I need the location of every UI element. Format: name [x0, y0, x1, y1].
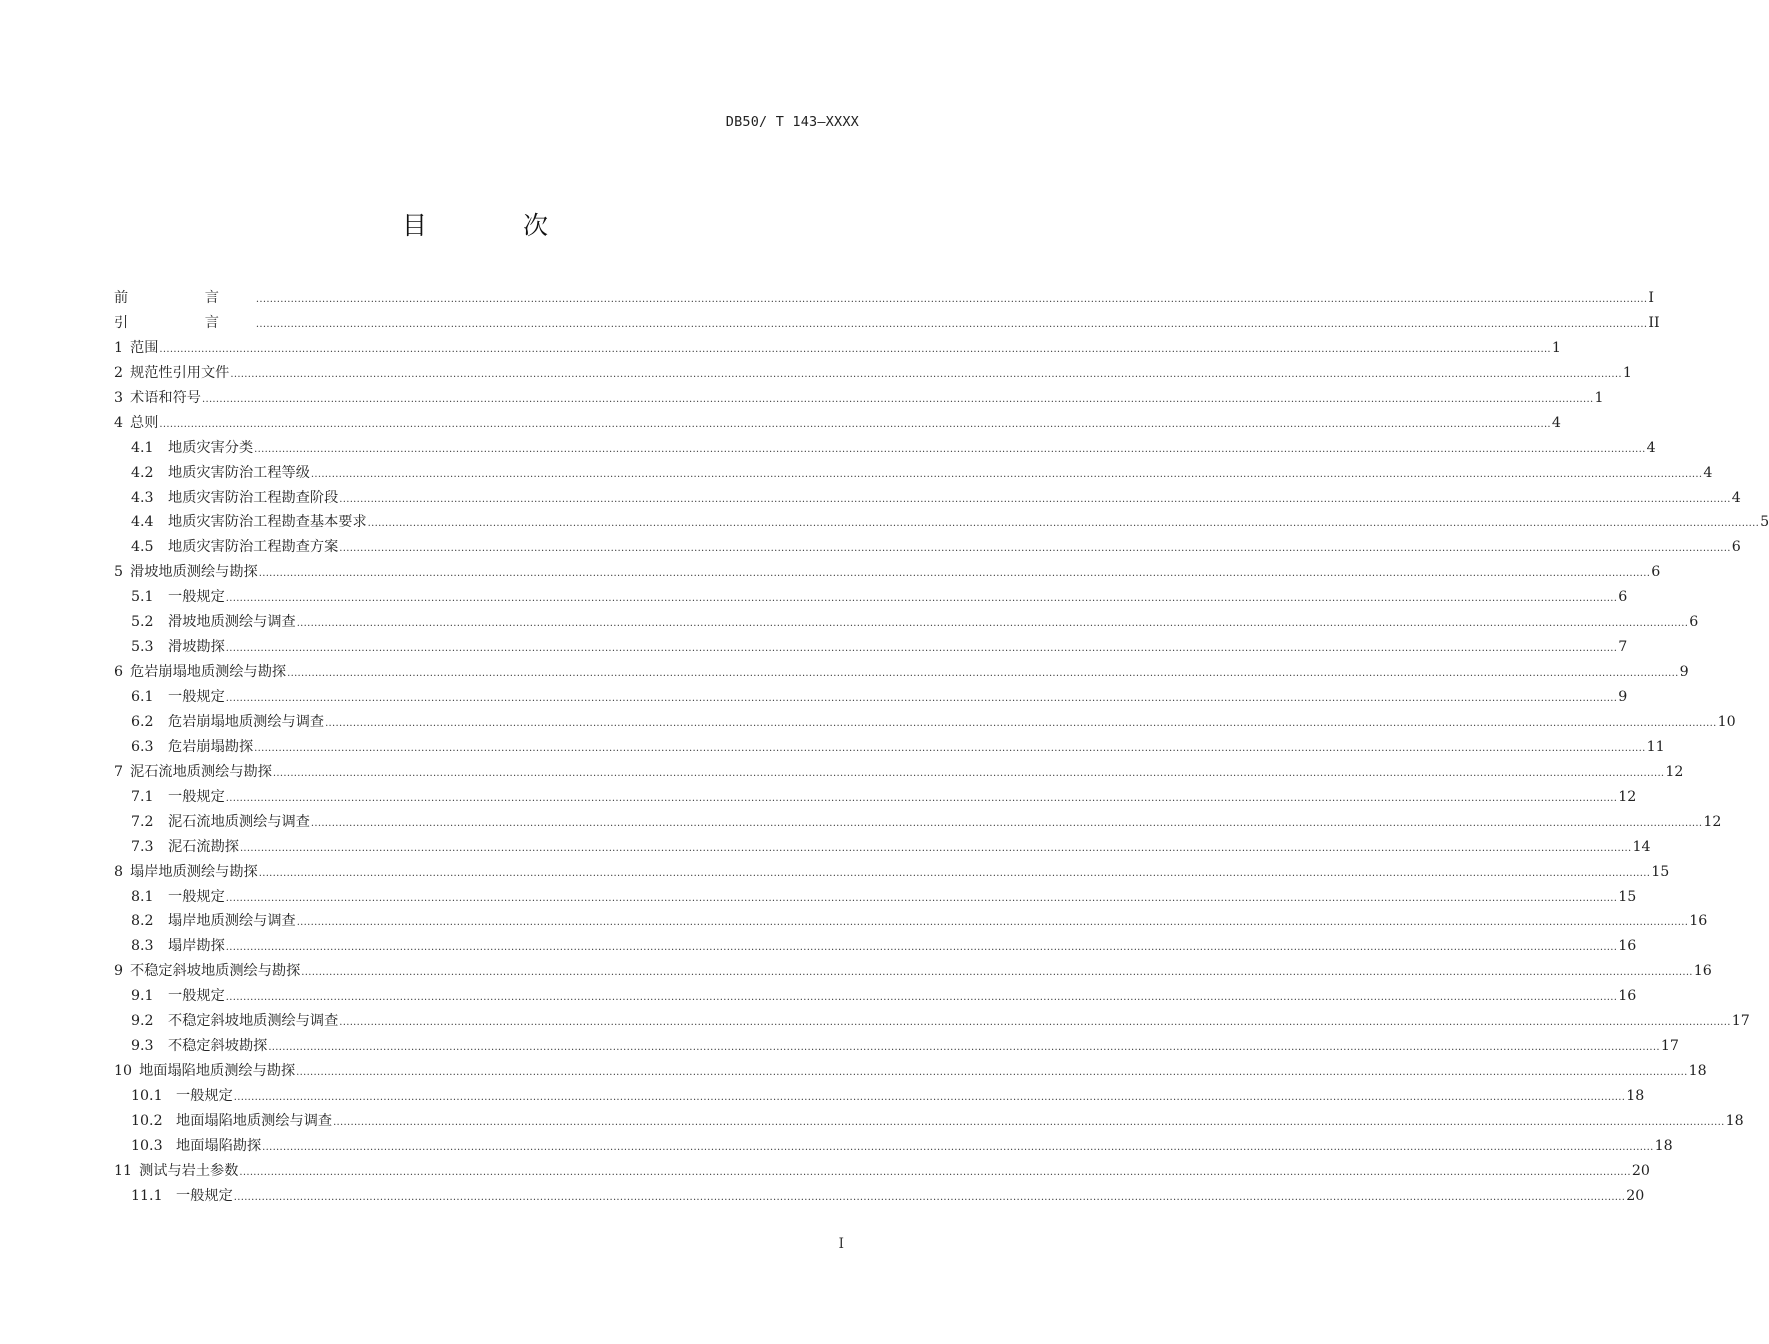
- toc-leader-dots: ................................................................................................................................................................................................................................................................................................................................................................................................................: [287, 668, 1679, 680]
- toc-leader-dots: ................................................................................................................................................................................................................................................................................................................................................................................................................: [159, 343, 1551, 355]
- toc-entry-title: 塌岸勘探: [168, 938, 225, 955]
- toc-entry-number: 8: [114, 863, 124, 880]
- toc-entry[interactable]: [114, 885, 1637, 910]
- toc-entry-page: 12: [1703, 813, 1722, 830]
- toc-entry[interactable]: [114, 984, 1637, 1009]
- toc-entry-title: 一般规定: [168, 589, 225, 606]
- toc-leader-dots: ................................................................................................................................................................................................................................................................................................................................................................................................................: [272, 767, 1665, 779]
- toc-entry[interactable]: [114, 336, 1561, 361]
- toc-entry-number: 4.2: [131, 464, 154, 481]
- toc-leader-dots: ................................................................................................................................................................................................................................................................................................................................................................................................................: [325, 717, 1717, 729]
- toc-entry-title: 前 言: [114, 290, 255, 306]
- toc-entry-page: 12: [1618, 788, 1637, 805]
- toc-entry-title: 危岩崩塌地质测绘与勘探: [130, 664, 287, 681]
- toc-leader-dots: ................................................................................................................................................................................................................................................................................................................................................................................................................: [339, 1017, 1731, 1029]
- toc-leader-dots: ................................................................................................................................................................................................................................................................................................................................................................................................................: [339, 493, 1731, 505]
- toc-entry-title: 滑坡勘探: [168, 639, 225, 656]
- toc-entry-page: 14: [1632, 838, 1651, 855]
- toc-leader-dots: ................................................................................................................................................................................................................................................................................................................................................................................................................: [301, 967, 1693, 979]
- toc-leader-dots: ................................................................................................................................................................................................................................................................................................................................................................................................................: [233, 1092, 1626, 1103]
- toc-entry-number: 7: [114, 763, 124, 780]
- toc-entry-title: 塌岸地质测绘与勘探: [130, 863, 258, 880]
- toc-entry-number: 10: [114, 1063, 133, 1080]
- toc-entry-page: 16: [1618, 938, 1637, 955]
- toc-entry-page: 17: [1731, 1013, 1750, 1030]
- toc-leader-dots: ................................................................................................................................................................................................................................................................................................................................................................................................................: [255, 318, 1648, 330]
- toc-entry-title: 滑坡地质测绘与勘探: [130, 564, 258, 581]
- toc-entry-page: 15: [1651, 863, 1670, 880]
- toc-entry-title: 不稳定斜坡勘探: [168, 1038, 268, 1055]
- toc-entry[interactable]: [114, 785, 1637, 810]
- toc-entry-number: 9.2: [131, 1013, 154, 1030]
- toc-entry-number: 7.1: [131, 788, 154, 805]
- toc-entry-page: 16: [1689, 913, 1708, 930]
- toc-leader-dots: ................................................................................................................................................................................................................................................................................................................................................................................................................: [333, 1116, 1725, 1128]
- toc-entry-title: 一般规定: [176, 1088, 233, 1104]
- toc-entry-page: 7: [1618, 639, 1628, 656]
- toc-leader-dots: ................................................................................................................................................................................................................................................................................................................................................................................................................: [254, 443, 1646, 455]
- toc-entry[interactable]: [114, 909, 1708, 934]
- toc-leader-dots: ................................................................................................................................................................................................................................................................................................................................................................................................................: [225, 892, 1618, 904]
- document-code: DB50/ T 143—XXXX: [725, 114, 859, 130]
- toc-entry-title: 不稳定斜坡地质测绘与调查: [168, 1013, 339, 1030]
- toc-entry-title: 危岩崩塌地质测绘与调查: [168, 713, 325, 730]
- toc-entry[interactable]: [114, 585, 1628, 610]
- toc-entry[interactable]: [114, 461, 1713, 486]
- toc-entry-number: 8.2: [131, 913, 154, 930]
- toc-entry-title: 地质灾害防治工程勘查阶段: [168, 489, 339, 506]
- toc-leader-dots: ................................................................................................................................................................................................................................................................................................................................................................................................................: [254, 742, 1646, 754]
- table-of-contents: [114, 286, 1769, 1209]
- toc-entry-number: 7.3: [131, 838, 154, 855]
- toc-entry[interactable]: [114, 510, 1769, 535]
- toc-entry-title: 规范性引用文件: [130, 364, 230, 381]
- toc-entry-number: 4.5: [131, 539, 154, 556]
- toc-entry-title: 一般规定: [168, 888, 225, 905]
- toc-entry-page: 6: [1651, 564, 1661, 581]
- toc-entry-title: 泥石流地质测绘与勘探: [130, 763, 272, 780]
- toc-leader-dots: ................................................................................................................................................................................................................................................................................................................................................................................................................: [239, 1166, 1631, 1178]
- toc-entry-title: 滑坡地质测绘与调查: [168, 614, 296, 631]
- toc-leader-dots: ................................................................................................................................................................................................................................................................................................................................................................................................................: [262, 1141, 1654, 1153]
- toc-leader-dots: ................................................................................................................................................................................................................................................................................................................................................................................................................: [225, 693, 1618, 704]
- toc-entry-number: 1: [114, 339, 124, 356]
- toc-entry[interactable]: [114, 411, 1561, 436]
- toc-entry-title: 泥石流勘探: [168, 838, 239, 855]
- toc-entry-number: 9.1: [131, 988, 154, 1005]
- toc-entry-number: 7.2: [131, 813, 154, 830]
- toc-entry-number: 11: [114, 1162, 133, 1179]
- toc-leader-dots: ................................................................................................................................................................................................................................................................................................................................................................................................................: [367, 518, 1760, 530]
- toc-leader-dots: ................................................................................................................................................................................................................................................................................................................................................................................................................: [310, 817, 1703, 829]
- toc-entry-page: 1: [1551, 339, 1561, 356]
- toc-leader-dots: ................................................................................................................................................................................................................................................................................................................................................................................................................: [255, 294, 1648, 305]
- toc-entry[interactable]: [114, 286, 1654, 311]
- toc-leader-dots: ................................................................................................................................................................................................................................................................................................................................................................................................................: [268, 1042, 1660, 1054]
- toc-entry-number: 9: [114, 963, 124, 980]
- toc-entry-title: 地面塌陷地质测绘与调查: [176, 1112, 333, 1129]
- page-title: 目 次: [402, 211, 592, 240]
- toc-entry-number: 4.1: [131, 439, 154, 456]
- toc-entry[interactable]: [114, 1184, 1645, 1209]
- toc-entry-page: 1: [1622, 364, 1632, 381]
- toc-entry-number: 10.1: [131, 1088, 163, 1104]
- toc-entry-page: 18: [1654, 1137, 1673, 1154]
- toc-entry[interactable]: [114, 486, 1741, 511]
- toc-entry[interactable]: [114, 1059, 1707, 1084]
- toc-leader-dots: ................................................................................................................................................................................................................................................................................................................................................................................................................: [233, 1191, 1626, 1203]
- toc-entry-page: 10: [1717, 713, 1736, 730]
- toc-entry[interactable]: [114, 1134, 1673, 1159]
- toc-entry[interactable]: [114, 1109, 1744, 1134]
- toc-entry-page: 6: [1689, 614, 1699, 631]
- toc-entry-number: 5.1: [131, 589, 154, 606]
- toc-entry-page: 4: [1703, 464, 1713, 481]
- toc-leader-dots: ................................................................................................................................................................................................................................................................................................................................................................................................................: [296, 618, 1689, 630]
- toc-entry[interactable]: [114, 710, 1736, 735]
- toc-entry-page: II: [1648, 314, 1660, 331]
- toc-leader-dots: ................................................................................................................................................................................................................................................................................................................................................................................................................: [339, 543, 1731, 555]
- toc-entry-page: 18: [1626, 1088, 1645, 1104]
- toc-entry-title: 地质灾害防治工程等级: [168, 464, 310, 481]
- toc-leader-dots: ................................................................................................................................................................................................................................................................................................................................................................................................................: [225, 992, 1618, 1004]
- toc-entry-title: 一般规定: [168, 788, 225, 805]
- toc-entry[interactable]: [114, 660, 1689, 685]
- toc-leader-dots: ................................................................................................................................................................................................................................................................................................................................................................................................................: [159, 418, 1551, 430]
- toc-entry-title: 地面塌陷地质测绘与勘探: [139, 1063, 296, 1080]
- toc-entry[interactable]: [114, 1084, 1645, 1109]
- toc-entry[interactable]: [114, 810, 1722, 835]
- toc-entry-page: 5: [1760, 514, 1769, 531]
- toc-entry[interactable]: [114, 835, 1651, 860]
- toc-entry-page: 15: [1618, 888, 1637, 905]
- toc-entry-number: 4.3: [131, 489, 154, 506]
- toc-entry-number: 8.3: [131, 938, 154, 955]
- toc-entry-title: 测试与岩土参数: [139, 1162, 239, 1179]
- toc-entry[interactable]: [114, 635, 1628, 660]
- toc-entry-page: 1: [1594, 389, 1604, 406]
- toc-entry[interactable]: [114, 610, 1699, 635]
- toc-entry-page: 18: [1688, 1063, 1707, 1080]
- toc-entry-title: 一般规定: [168, 988, 225, 1005]
- toc-entry-title: 泥石流地质测绘与调查: [168, 813, 310, 830]
- toc-entry-page: 17: [1660, 1038, 1679, 1055]
- toc-entry-title: 地质灾害防治工程勘查方案: [168, 539, 339, 556]
- toc-leader-dots: ................................................................................................................................................................................................................................................................................................................................................................................................................: [310, 468, 1703, 480]
- toc-entry-number: 6.2: [131, 713, 154, 730]
- toc-leader-dots: ................................................................................................................................................................................................................................................................................................................................................................................................................: [296, 917, 1689, 929]
- toc-entry[interactable]: [114, 1034, 1679, 1059]
- toc-entry-page: 4: [1646, 439, 1656, 456]
- toc-entry-title: 不稳定斜坡地质测绘与勘探: [130, 963, 301, 980]
- toc-entry-page: 20: [1631, 1162, 1650, 1179]
- page-number: I: [838, 1236, 844, 1252]
- toc-entry-page: 18: [1725, 1112, 1744, 1129]
- toc-entry-page: 16: [1693, 963, 1712, 980]
- toc-entry-page: 6: [1618, 589, 1628, 606]
- toc-entry[interactable]: [114, 685, 1628, 710]
- toc-entry-title: 引 言: [114, 314, 255, 331]
- toc-entry-page: I: [1648, 290, 1654, 306]
- toc-entry[interactable]: [114, 535, 1741, 560]
- toc-entry[interactable]: [114, 934, 1637, 959]
- toc-entry[interactable]: [114, 386, 1604, 411]
- toc-entry-number: 11.1: [131, 1187, 163, 1204]
- toc-entry[interactable]: [114, 735, 1665, 760]
- toc-leader-dots: ................................................................................................................................................................................................................................................................................................................................................................................................................: [258, 867, 1651, 879]
- toc-entry[interactable]: [114, 1009, 1750, 1034]
- toc-entry-number: 2: [114, 364, 124, 381]
- toc-entry-page: 11: [1646, 738, 1665, 755]
- toc-entry-page: 12: [1665, 763, 1684, 780]
- toc-entry-number: 6.3: [131, 738, 154, 755]
- toc-leader-dots: ................................................................................................................................................................................................................................................................................................................................................................................................................: [201, 393, 1594, 405]
- toc-entry-title: 术语和符号: [130, 389, 201, 406]
- toc-leader-dots: ................................................................................................................................................................................................................................................................................................................................................................................................................: [225, 942, 1618, 954]
- toc-entry-title: 总则: [130, 414, 159, 431]
- toc-entry[interactable]: [114, 760, 1684, 785]
- toc-entry-page: 20: [1626, 1187, 1645, 1204]
- toc-entry-number: 4.4: [131, 514, 154, 531]
- toc-entry-title: 危岩崩塌勘探: [168, 738, 254, 755]
- toc-leader-dots: ................................................................................................................................................................................................................................................................................................................................................................................................................: [225, 593, 1618, 605]
- toc-entry[interactable]: [114, 311, 1660, 336]
- toc-entry-page: 6: [1731, 539, 1741, 556]
- toc-entry-number: 8.1: [131, 888, 154, 905]
- toc-entry-page: 4: [1551, 414, 1561, 431]
- toc-entry-title: 地质灾害分类: [168, 439, 254, 456]
- toc-entry[interactable]: [114, 1159, 1650, 1184]
- toc-entry-number: 5.2: [131, 614, 154, 631]
- toc-entry-number: 10.3: [131, 1137, 163, 1154]
- toc-entry-number: 6: [114, 664, 124, 681]
- toc-entry-number: 9.3: [131, 1038, 154, 1055]
- toc-leader-dots: ................................................................................................................................................................................................................................................................................................................................................................................................................: [225, 643, 1618, 655]
- toc-leader-dots: ................................................................................................................................................................................................................................................................................................................................................................................................................: [225, 792, 1618, 804]
- toc-entry-title: 地质灾害防治工程勘查基本要求: [168, 514, 367, 531]
- toc-leader-dots: ................................................................................................................................................................................................................................................................................................................................................................................................................: [230, 368, 1622, 380]
- toc-entry-title: 地面塌陷勘探: [176, 1137, 262, 1154]
- toc-entry[interactable]: [114, 860, 1670, 885]
- toc-entry[interactable]: [114, 959, 1712, 984]
- toc-entry[interactable]: [114, 436, 1656, 461]
- toc-entry-number: 6.1: [131, 689, 154, 705]
- toc-entry-page: 9: [1679, 664, 1689, 681]
- toc-entry-page: 4: [1731, 489, 1741, 506]
- toc-entry[interactable]: [114, 560, 1661, 585]
- toc-entry-number: 5.3: [131, 639, 154, 656]
- toc-entry-title: 塌岸地质测绘与调查: [168, 913, 296, 930]
- toc-entry-number: 4: [114, 414, 124, 431]
- toc-entry-title: 一般规定: [168, 689, 225, 705]
- toc-entry-title: 范围: [130, 339, 159, 356]
- toc-entry-number: 10.2: [131, 1112, 163, 1129]
- toc-entry-page: 9: [1618, 689, 1628, 705]
- toc-leader-dots: ................................................................................................................................................................................................................................................................................................................................................................................................................: [239, 842, 1632, 854]
- toc-leader-dots: ................................................................................................................................................................................................................................................................................................................................................................................................................: [258, 568, 1651, 580]
- toc-leader-dots: ................................................................................................................................................................................................................................................................................................................................................................................................................: [296, 1067, 1688, 1079]
- toc-entry-title: 一般规定: [176, 1187, 233, 1204]
- toc-entry-number: 3: [114, 389, 124, 406]
- toc-entry[interactable]: [114, 361, 1632, 386]
- toc-entry-number: 5: [114, 564, 124, 581]
- toc-entry-page: 16: [1618, 988, 1637, 1005]
